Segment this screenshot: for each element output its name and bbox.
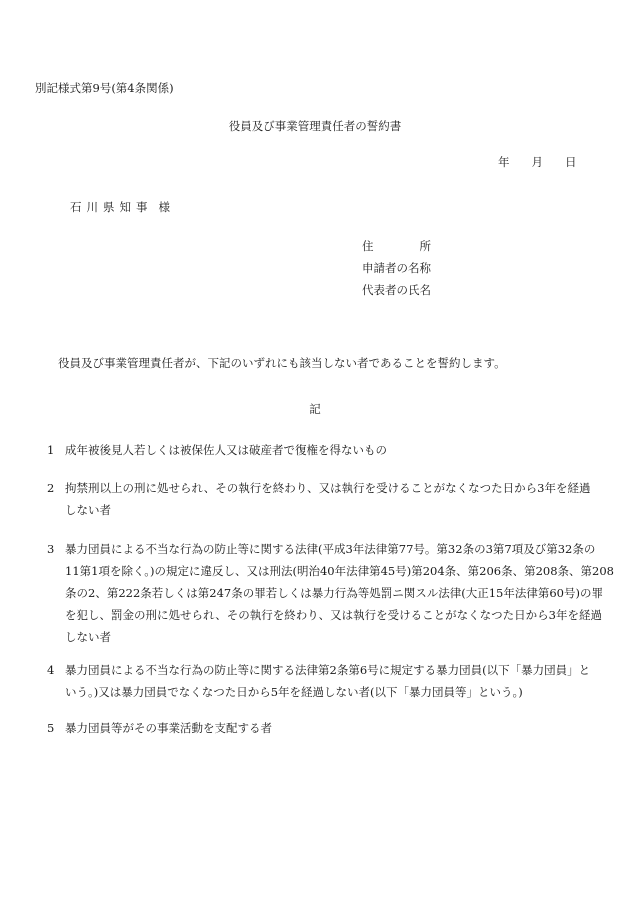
item-line: 暴力団員による不当な行為の防止等に関する法律第2条第6号に規定する暴力団員(以下「暴力団員」と xyxy=(65,663,591,677)
item-number: 4 xyxy=(47,663,55,677)
list-item xyxy=(47,477,595,521)
item-line: 暴力団員等がその事業活動を支配する者 xyxy=(65,721,272,735)
list-item xyxy=(47,717,595,739)
list-item xyxy=(47,538,614,648)
item-line: 成年被後見人若しくは被保佐人又は破産者で復権を得ないもの xyxy=(65,443,387,457)
addressee-name: 石川県知事 xyxy=(70,200,153,214)
item-line: を犯し、罰金の刑に処せられ、その執行を終わり、又は執行を受けることがなくなつた日から3年を経過 xyxy=(65,608,603,622)
item-line: いう。)又は暴力団員でなくなつた日から5年を経過しない者(以下「暴力団員等」という。) xyxy=(65,685,523,699)
date-month: 月 xyxy=(531,155,543,169)
item-line: 拘禁刑以上の刑に処せられ、その執行を終わり、又は執行を受けることがなくなつた日から3年を経過 xyxy=(65,481,591,495)
item-number: 1 xyxy=(47,443,55,457)
item-line: しない者 xyxy=(65,503,111,517)
list-item xyxy=(47,659,595,703)
form-reference: 別記様式第9号(第4条関係) xyxy=(35,81,174,95)
item-number: 5 xyxy=(47,721,55,735)
date-line xyxy=(498,154,577,170)
declaration-text: 役員及び事業管理責任者が、下記のいずれにも該当しない者であることを誓約します。 xyxy=(58,356,506,370)
addressee xyxy=(70,199,175,215)
ki-heading: 記 xyxy=(309,402,321,416)
applicant-name-label: 申請者の名称 xyxy=(362,261,431,275)
document-title: 役員及び事業管理責任者の誓約書 xyxy=(228,119,402,133)
item-number: 3 xyxy=(47,542,55,556)
addressee-honorific: 様 xyxy=(158,200,175,214)
item-line: 条の2、第222条若しくは第247条の罪若しくは暴力行為等処罰ニ関スル法律(大正15年法律第60号)の罪 xyxy=(65,586,603,600)
item-line: しない者 xyxy=(65,630,111,644)
date-year: 年 xyxy=(498,155,510,169)
address-label-char1: 住 xyxy=(362,239,374,253)
applicant-address-label xyxy=(362,238,431,254)
date-day: 日 xyxy=(565,155,577,169)
item-line: 暴力団員による不当な行為の防止等に関する法律(平成3年法律第77号。第32条の3第7項及び第32条の xyxy=(65,542,596,556)
item-line: 11第1項を除く。)の規定に違反し、又は刑法(明治40年法律第45号)第204条、第206条、第208条、第208 xyxy=(65,564,614,578)
item-number: 2 xyxy=(47,481,55,495)
list-item xyxy=(47,439,595,461)
representative-name-label: 代表者の氏名 xyxy=(362,283,431,297)
address-label-char2: 所 xyxy=(419,239,431,253)
